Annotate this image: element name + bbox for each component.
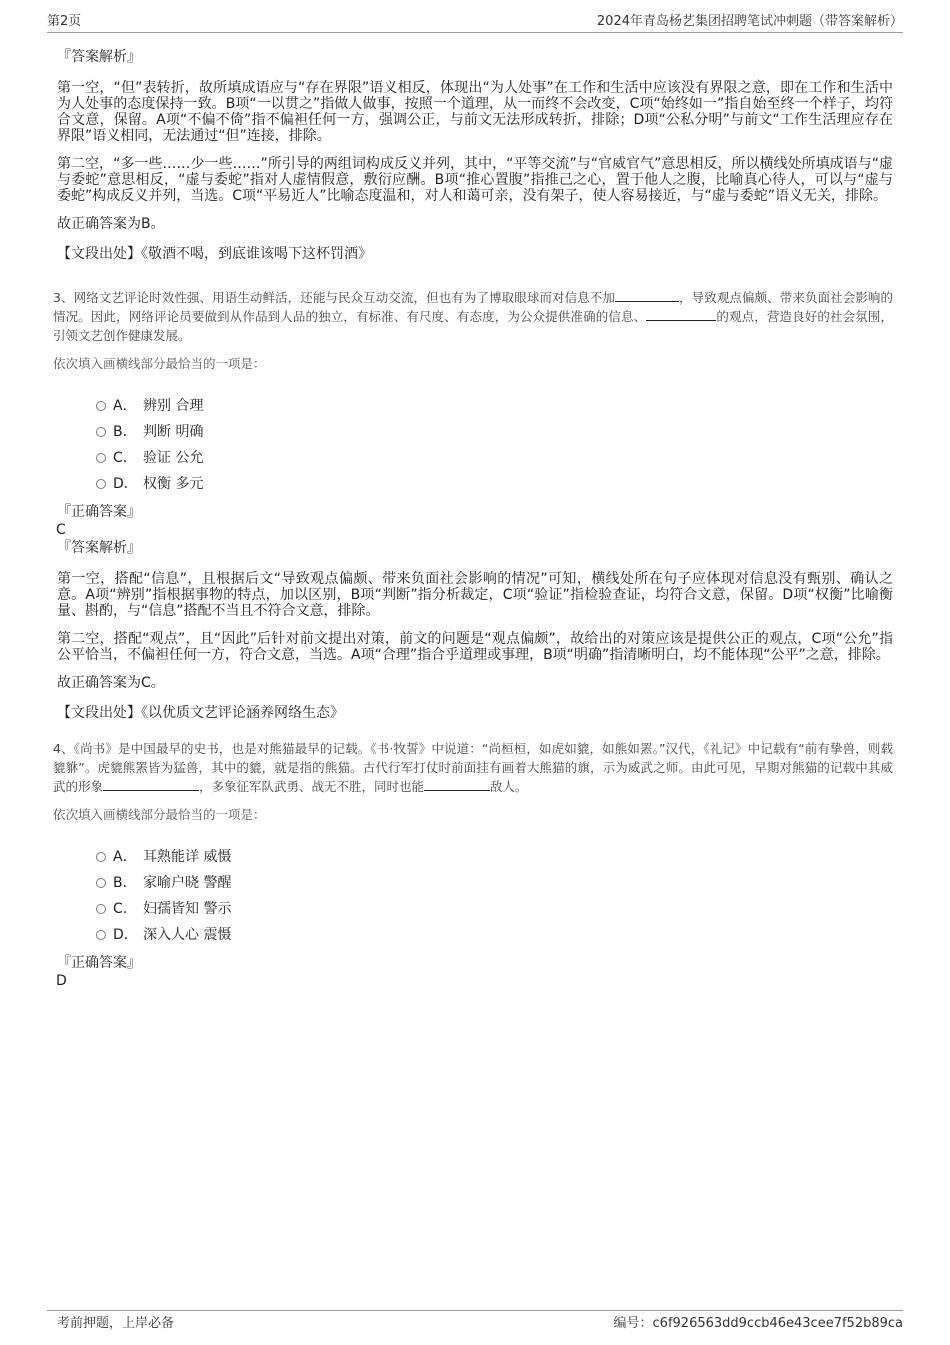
option-c[interactable] <box>96 445 893 471</box>
radio-icon[interactable] <box>96 930 106 940</box>
radio-icon[interactable] <box>96 453 106 463</box>
conclusion: 故正确答案为C。 <box>57 675 165 691</box>
analysis-label: 『答案解析』 <box>57 540 141 556</box>
option-letter: C． <box>113 450 137 466</box>
radio-icon[interactable] <box>96 904 106 914</box>
radio-icon[interactable] <box>96 878 106 888</box>
question-stem <box>53 288 893 345</box>
analysis-paragraph: 第二空，“多一些……少一些……”所引导的两组词构成反义并列，其中，“平等交流”与“官威官气”意思相反，所以横线处所填成语与“虚与委蛇”意思相反，“虚与委蛇”指对人虚情假意，敷衍应酬。B项“推心置腹”指推己之心，置于他人之腹，比喻真心待人，可以与“虚与委蛇”构成反义并列，当选。C项“平易近人”比喻态度温和，对人和蔼可亲，没有架子，使人容易接近，与“虚与委蛇”语义无关，排除。 <box>57 156 893 204</box>
option-text: 辨别 合理 <box>143 398 204 414</box>
page-number: 第2页 <box>47 14 82 29</box>
answer-label: 『正确答案』 <box>57 504 141 520</box>
fill-blank <box>424 778 490 791</box>
option-text: 验证 公允 <box>143 450 204 466</box>
option-list <box>96 844 893 948</box>
radio-icon[interactable] <box>96 479 106 489</box>
radio-icon[interactable] <box>96 401 106 411</box>
question-stem <box>53 739 893 796</box>
page-footer <box>47 1310 903 1335</box>
question-stem-text: 的观点，营造良好的社会氛围，引领文艺创作健康发展。 <box>53 309 893 343</box>
option-d[interactable] <box>96 922 893 948</box>
option-text: 判断 明确 <box>143 424 204 440</box>
page-header <box>47 12 903 33</box>
fill-blank <box>103 778 199 791</box>
question-stem-text: ，多象征军队武勇、战无不胜，同时也能 <box>199 779 425 794</box>
answer-label: 『正确答案』 <box>57 955 141 971</box>
option-text: 深入人心 震慑 <box>143 927 232 943</box>
option-list <box>96 393 893 497</box>
question-instruction: 依次填入画横线部分最恰当的一项是： <box>53 356 266 371</box>
question-stem-text: 4、《尚书》是中国最早的史书，也是对熊猫最早的记载。《书·牧誓》中说道：“尚桓桓，如虎如貔，如熊如罴。”汉代，《礼记》中记载有“前有挚兽，则载貔貅”。虎貔熊罴皆为猛兽，其中的貔，就是指的熊猫。古代行军打仗时前面挂有画着大熊猫的旗，示为威武之师。由此可见，早期对熊猫的记载中其威武的形象 <box>53 741 893 794</box>
analysis-paragraph: 第二空，搭配“观点”，且“因此”后针对前文提出对策，前文的问题是“观点偏颇”，故给出的对策应该是提供公正的观点，C项“公允”指公平恰当，不偏袒任何一方，符合文意，当选。A项“合理”指合乎道理或事理，B项“明确”指清晰明白，均不能体现“公平”之意，排除。 <box>57 631 893 663</box>
option-text: 耳熟能详 威慑 <box>143 849 232 865</box>
answer-value: D <box>56 973 67 989</box>
option-letter: B． <box>113 875 137 891</box>
option-letter: A． <box>113 398 137 414</box>
radio-icon[interactable] <box>96 427 106 437</box>
fill-blank <box>646 308 716 321</box>
option-b[interactable] <box>96 870 893 896</box>
option-letter: C． <box>113 901 137 917</box>
conclusion: 故正确答案为B。 <box>57 216 165 232</box>
source-citation: 【文段出处】《敬酒不喝，到底谁该喝下这杯罚酒》 <box>57 246 372 262</box>
question-instruction: 依次填入画横线部分最恰当的一项是： <box>53 807 266 822</box>
answer-value: C <box>56 522 66 538</box>
analysis-paragraph: 第一空，“但”表转折，故所填成语应与“存在界限”语义相反，体现出“为人处事”在工作和生活中应该没有界限之意，即在工作和生活中为人处事的态度保持一致。B项“一以贯之”指做人做事，按照一个道理，从一而终不会改变，C项“始终如一”指自始至终一个样子，均符合文意，保留。A项“不偏不倚”指不偏袒任何一方，强调公正，与前文无法形成转折，排除；D项“公私分明”与前文“工作生活理应存在界限”语义相同，无法通过“但”连接，排除。 <box>57 80 893 144</box>
analysis-label: 『答案解析』 <box>57 49 141 65</box>
source-citation: 【文段出处】《以优质文艺评论涵养网络生态》 <box>57 705 344 721</box>
option-letter: D． <box>113 476 138 492</box>
option-text: 妇孺皆知 警示 <box>143 901 232 917</box>
option-a[interactable] <box>96 393 893 419</box>
option-b[interactable] <box>96 419 893 445</box>
option-text: 家喻户晓 警醒 <box>143 875 232 891</box>
option-a[interactable] <box>96 844 893 870</box>
option-c[interactable] <box>96 896 893 922</box>
document-title: 2024年青岛杨艺集团招聘笔试冲刺题（带答案解析） <box>596 14 903 29</box>
option-text: 权衡 多元 <box>143 476 204 492</box>
option-letter: B． <box>113 424 137 440</box>
option-letter: D． <box>113 927 138 943</box>
footer-slogan: 考前押题，上岸必备 <box>57 1316 175 1331</box>
question-stem-text: 敌人。 <box>490 779 528 794</box>
analysis-paragraph: 第一空，搭配“信息”，且根据后文“导致观点偏颇、带来负面社会影响的情况”可知，横线处所在句子应体现对信息没有甄别、确认之意。A项“辨别”指根据事物的特点，加以区别，B项“判断”指分析裁定，C项“验证”指检验查证，均符合文意，保留。D项“权衡”比喻衡量、斟酌，与“信息”搭配不当且不符合文意，排除。 <box>57 571 893 619</box>
option-letter: A． <box>113 849 137 865</box>
question-stem-text: 3、网络文艺评论时效性强、用语生动鲜活，还能与民众互动交流，但也有为了博取眼球而对信息不加 <box>53 290 615 305</box>
fill-blank <box>615 289 679 302</box>
radio-icon[interactable] <box>96 852 106 862</box>
document-code: 编号：c6f926563dd9ccb46e43cee7f52b89ca <box>613 1316 903 1331</box>
document-body <box>53 38 893 990</box>
question-stem-text: ，导致观点偏颇、带来负面社会影响的情况。因此，网络评论员要做到从作品到人品的独立，有标准、有尺度、有态度，为公众提供准确的信息、 <box>53 290 893 324</box>
option-d[interactable] <box>96 471 893 497</box>
